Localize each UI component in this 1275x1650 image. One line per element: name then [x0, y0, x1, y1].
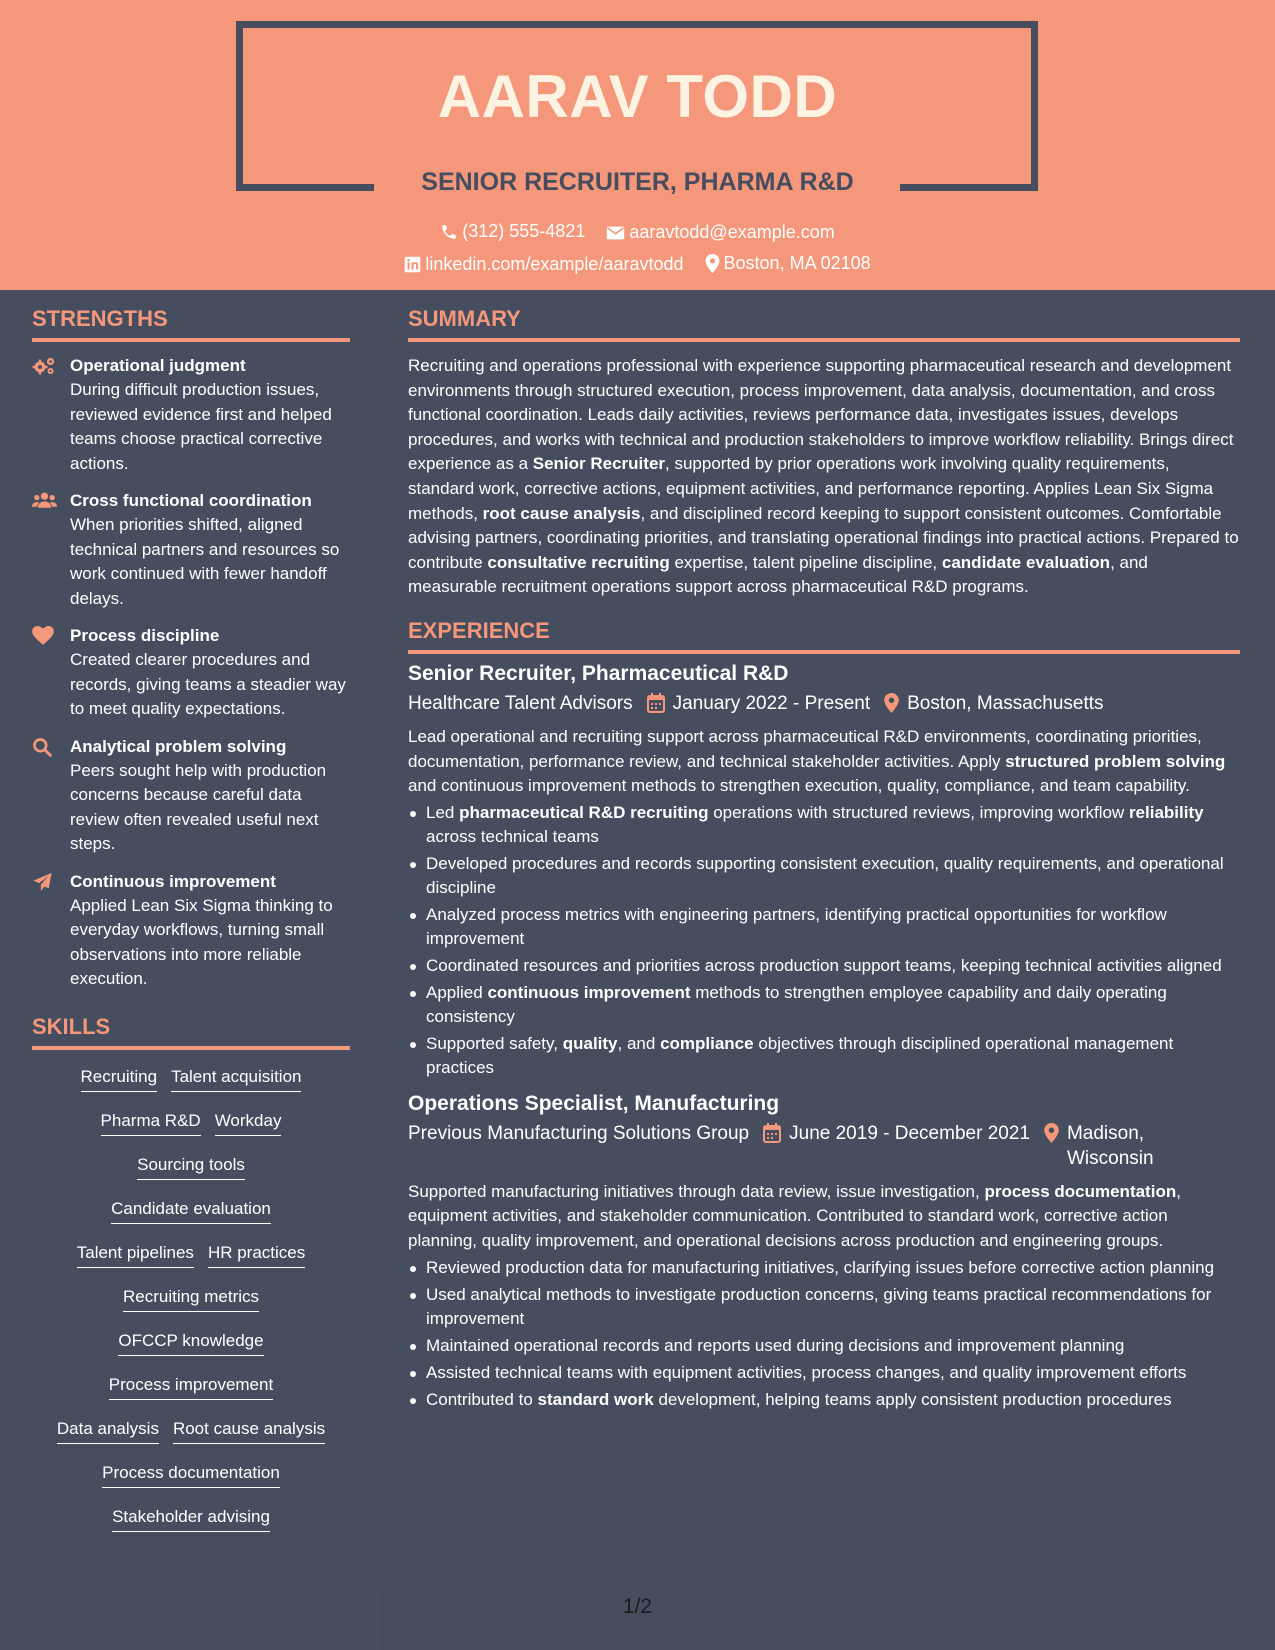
heart-icon — [32, 626, 54, 645]
strength-description: When priorities shifted, aligned technical partners and resources so work continued with fewer handoff delays. — [70, 515, 340, 608]
strengths-heading: STRENGTHS — [32, 306, 350, 342]
email-text: aaravtodd@example.com — [629, 222, 835, 242]
map-pin-icon — [705, 254, 720, 273]
contact-linkedin[interactable] — [404, 254, 683, 275]
skill-tag: OFCCP knowledge — [118, 1330, 263, 1356]
bullet-item: Maintained operational records and reports used during decisions and improvement planning — [408, 1334, 1240, 1358]
skill-tag: Pharma R&D — [101, 1110, 201, 1136]
search-icon — [32, 737, 52, 757]
strength-description: During difficult production issues, reviewed evidence first and helped teams choose practical corrective actions. — [70, 380, 332, 473]
strength-name: Analytical problem solving — [70, 736, 287, 756]
calendar-icon — [647, 693, 665, 713]
skill-tag: Sourcing tools — [137, 1154, 245, 1180]
strength-name: Process discipline — [70, 626, 220, 645]
strength-item — [32, 735, 350, 857]
skill-row — [32, 1330, 350, 1356]
job-location: Boston, Massachusetts — [907, 692, 1104, 714]
skill-row — [32, 1286, 350, 1312]
strength-description: Applied Lean Six Sigma thinking to everyday workflows, turning small observations into more reliable execution. — [70, 895, 333, 988]
job-description: Supported manufacturing initiatives through data review, issue investigation, process documentation, equipment activities, and stakeholder communication. Contributed to standard work, corrective action planning, quality improvement, and operational decisions across production and engineering groups. — [408, 1181, 1181, 1250]
map-pin-icon — [1044, 1123, 1059, 1143]
strength-item — [32, 489, 350, 611]
linkedin-icon — [404, 256, 421, 273]
job-location: Madison, Wisconsin — [1066, 1122, 1154, 1169]
phone-icon — [440, 223, 458, 241]
job-bullets — [408, 801, 1240, 1080]
skill-tag: Process documentation — [102, 1462, 280, 1488]
job-title: Operations Specialist, Manufacturing — [408, 1091, 780, 1115]
bullet-item: Contributed to standard work development, helping teams apply consistent production procedures — [408, 1388, 1240, 1412]
left-column — [32, 306, 350, 1550]
candidate-name: AARAV TODD — [437, 63, 838, 130]
skill-row — [32, 1462, 350, 1488]
skill-tag: HR practices — [208, 1242, 305, 1268]
strength-name: Continuous improvement — [70, 871, 276, 891]
skill-row — [32, 1198, 350, 1224]
skill-tag: Recruiting — [81, 1066, 158, 1092]
bullet-item: Developed procedures and records supporting consistent execution, quality requirements, and operational discipline — [408, 852, 1240, 900]
phone-text: (312) 555-4821 — [462, 221, 586, 241]
job-bullets — [408, 1256, 1240, 1412]
calendar-icon — [763, 1123, 781, 1143]
summary-heading: SUMMARY — [408, 306, 1240, 342]
skill-row — [32, 1506, 350, 1532]
skill-row — [32, 1418, 350, 1444]
summary-text: Recruiting and operations professional with experience supporting pharmaceutical research and development environments through structured execution, process improvement, data analysis, documentation, and cross functional coordination. Leads daily activities, reviews performance data, investigates issues, develops procedures, and works with technical and production stakeholders to improve workflow reliability. Brings direct experience as a Senior Recruiter, supported by prior operations work involving quality requirements, standard work, corrective actions, equipment activities, and performance reporting. Applies Lean Six Sigma methods, root cause analysis, and disciplined record keeping to support consistent outcomes. Comfortable advising partners, coordinating priorities, and translating operational findings into practical actions. Prepared to contribute consultative recruiting expertise, talent pipeline discipline, candidate evaluation, and measurable recruitment operations support across pharmaceutical R&D programs. — [408, 356, 1239, 597]
candidate-title: SENIOR RECRUITER, PHARMA R&D — [421, 168, 854, 196]
skill-row — [32, 1374, 350, 1400]
contact-phone[interactable] — [440, 221, 585, 242]
strength-item — [32, 354, 350, 476]
strength-item — [32, 870, 350, 992]
job-dates: January 2022 - Present — [672, 692, 871, 714]
job-entry — [408, 660, 1240, 1080]
bullet-item: Coordinated resources and priorities across production support teams, keeping technical activities aligned — [408, 954, 1240, 978]
header-banner — [0, 0, 1275, 290]
envelope-icon — [606, 225, 625, 241]
paper-plane-icon — [32, 872, 53, 892]
skill-tag: Stakeholder advising — [112, 1506, 270, 1532]
skill-tag: Root cause analysis — [173, 1418, 325, 1444]
job-company: Healthcare Talent Advisors — [408, 692, 633, 714]
bullet-item: Led pharmaceutical R&D recruiting operations with structured reviews, improving workflow reliability across technical teams — [408, 801, 1240, 849]
skills-heading: SKILLS — [32, 1014, 350, 1050]
job-company: Previous Manufacturing Solutions Group — [408, 1122, 750, 1144]
right-column — [408, 306, 1240, 1422]
skill-tag: Talent acquisition — [171, 1066, 301, 1092]
job-dates: June 2019 - December 2021 — [789, 1122, 1030, 1144]
bullet-item: Reviewed production data for manufacturing initiatives, clarifying issues before corrective action planning — [408, 1256, 1240, 1280]
skill-tag: Process improvement — [109, 1374, 273, 1400]
bullet-item: Analyzed process metrics with engineering partners, identifying practical opportunities for workflow improvement — [408, 903, 1240, 951]
skill-tag: Candidate evaluation — [111, 1198, 271, 1224]
location-text: Boston, MA 02108 — [723, 253, 871, 273]
job-meta — [408, 691, 1240, 716]
job-description: Lead operational and recruiting support across pharmaceutical R&D environments, coordinating priorities, documentation, performance review, and technical stakeholder activities. Apply structured problem solving and continuous improvement methods to strengthen execution, quality, compliance, and team capability. — [408, 726, 1226, 796]
contact-row-1 — [0, 221, 1275, 246]
bullet-item: Supported safety, quality, and compliance objectives through disciplined operational management practices — [408, 1032, 1240, 1080]
skill-row — [32, 1110, 350, 1136]
strength-description: Peers sought help with production concerns because careful data review often revealed useful next steps. — [70, 760, 327, 853]
map-pin-icon — [884, 693, 899, 713]
skill-tag: Data analysis — [57, 1418, 159, 1444]
skills-list — [32, 1066, 350, 1532]
bullet-item: Used analytical methods to investigate production concerns, giving teams practical recommendations for improvement — [408, 1283, 1240, 1331]
contact-location — [705, 253, 871, 274]
skill-tag: Recruiting metrics — [123, 1286, 259, 1312]
job-meta — [408, 1121, 1240, 1171]
job-title: Senior Recruiter, Pharmaceutical R&D — [408, 661, 789, 685]
contact-row-2 — [0, 253, 1275, 278]
skill-row — [32, 1066, 350, 1092]
strength-name: Cross functional coordination — [70, 491, 312, 510]
page-number: 1/2 — [622, 1595, 653, 1618]
bullet-item: Applied continuous improvement methods to strengthen employee capability and daily operating consistency — [408, 981, 1240, 1029]
linkedin-text: linkedin.com/example/aaravtodd — [425, 254, 684, 274]
contact-email[interactable] — [606, 222, 834, 243]
skill-row — [32, 1242, 350, 1268]
gears-icon — [32, 356, 56, 376]
skill-tag: Workday — [215, 1110, 282, 1136]
skill-tag: Talent pipelines — [77, 1242, 194, 1268]
strength-description: Created clearer procedures and records, giving teams a steadier way to meet quality expectations. — [70, 650, 346, 718]
users-icon — [32, 491, 57, 509]
experience-heading: EXPERIENCE — [408, 618, 1240, 654]
job-entry — [408, 1090, 1240, 1412]
skill-row — [32, 1154, 350, 1180]
bullet-item: Assisted technical teams with equipment activities, process changes, and quality improvement efforts — [408, 1361, 1240, 1385]
strength-item — [32, 624, 350, 722]
strength-name: Operational judgment — [70, 356, 246, 375]
